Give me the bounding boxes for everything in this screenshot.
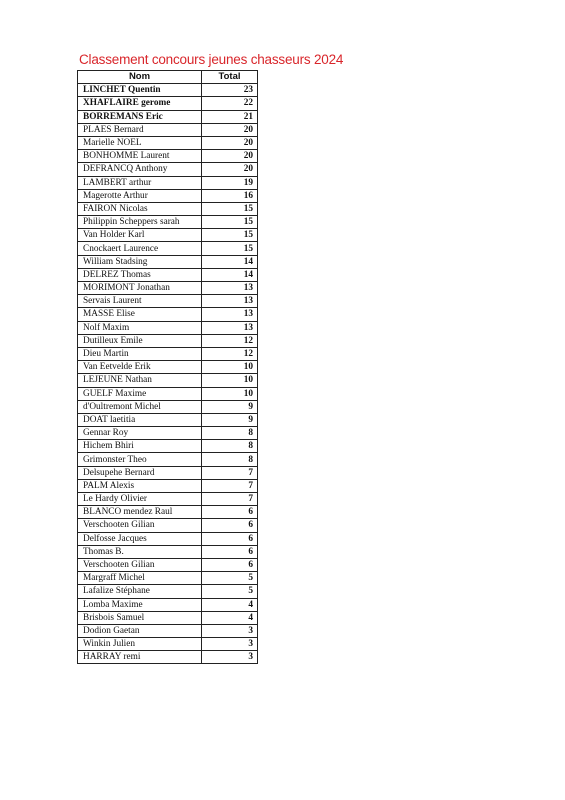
participant-name: DELREZ Thomas: [78, 268, 202, 281]
table-row: [78, 493, 258, 506]
participant-name: Cnockaert Laurence: [78, 242, 202, 255]
participant-name: Nolf Maxim: [78, 321, 202, 334]
table-row: [78, 321, 258, 334]
participant-name: Servais Laurent: [78, 295, 202, 308]
participant-total: 19: [202, 176, 258, 189]
participant-name: LEJEUNE Nathan: [78, 374, 202, 387]
participant-total: 20: [202, 150, 258, 163]
participant-total: 4: [202, 598, 258, 611]
participant-total: 20: [202, 123, 258, 136]
participant-total: 7: [202, 493, 258, 506]
participant-name: Lomba Maxime: [78, 598, 202, 611]
table-row: [78, 440, 258, 453]
table-row: [78, 136, 258, 149]
table-row: [78, 506, 258, 519]
participant-total: 20: [202, 136, 258, 149]
participant-total: 3: [202, 624, 258, 637]
table-row: [78, 295, 258, 308]
table-row: [78, 479, 258, 492]
participant-total: 21: [202, 110, 258, 123]
table-row: [78, 268, 258, 281]
table-row: [78, 387, 258, 400]
ranking-table: [77, 70, 258, 664]
participant-name: William Stadsing: [78, 255, 202, 268]
participant-name: Verschooten Gilian: [78, 558, 202, 571]
participant-total: 15: [202, 216, 258, 229]
participant-name: Le Hardy Olivier: [78, 493, 202, 506]
participant-name: Thomas B.: [78, 545, 202, 558]
participant-total: 4: [202, 611, 258, 624]
participant-name: Magerotte Arthur: [78, 189, 202, 202]
participant-name: LAMBERT arthur: [78, 176, 202, 189]
participant-name: BORREMANS Eric: [78, 110, 202, 123]
page-title: Classement concours jeunes chasseurs 2024: [79, 52, 344, 67]
participant-total: 12: [202, 334, 258, 347]
participant-total: 5: [202, 585, 258, 598]
table-row: [78, 229, 258, 242]
participant-total: 9: [202, 400, 258, 413]
table-row: [78, 347, 258, 360]
table-row: [78, 638, 258, 651]
participant-name: DOAT laetitia: [78, 413, 202, 426]
table-row: [78, 176, 258, 189]
participant-total: 14: [202, 255, 258, 268]
table-row: [78, 585, 258, 598]
participant-name: MASSE Elise: [78, 308, 202, 321]
participant-total: 22: [202, 97, 258, 110]
participant-total: 8: [202, 427, 258, 440]
participant-total: 13: [202, 295, 258, 308]
participant-name: Brisbois Samuel: [78, 611, 202, 624]
participant-name: Verschooten Gilian: [78, 519, 202, 532]
participant-total: 7: [202, 479, 258, 492]
participant-total: 5: [202, 572, 258, 585]
table-body: [78, 84, 258, 664]
table-row: [78, 150, 258, 163]
participant-total: 13: [202, 308, 258, 321]
participant-name: Van Eetvelde Erik: [78, 361, 202, 374]
table-row: [78, 651, 258, 664]
participant-total: 23: [202, 84, 258, 97]
table-row: [78, 519, 258, 532]
participant-name: Dieu Martin: [78, 347, 202, 360]
column-header-name: Nom: [78, 71, 202, 84]
table-row: [78, 163, 258, 176]
table-row: [78, 216, 258, 229]
participant-total: 6: [202, 519, 258, 532]
participant-name: BONHOMME Laurent: [78, 150, 202, 163]
table-row: [78, 110, 258, 123]
table-row: [78, 242, 258, 255]
table-row: [78, 123, 258, 136]
participant-name: d'Oultremont Michel: [78, 400, 202, 413]
participant-name: GUELF Maxime: [78, 387, 202, 400]
participant-total: 20: [202, 163, 258, 176]
participant-name: DEFRANCQ Anthony: [78, 163, 202, 176]
table-row: [78, 532, 258, 545]
participant-total: 15: [202, 242, 258, 255]
table-row: [78, 282, 258, 295]
participant-total: 6: [202, 558, 258, 571]
participant-name: FAIRON Nicolas: [78, 202, 202, 215]
participant-name: Delfosse Jacques: [78, 532, 202, 545]
participant-total: 13: [202, 321, 258, 334]
table-row: [78, 598, 258, 611]
participant-total: 6: [202, 506, 258, 519]
table-row: [78, 361, 258, 374]
participant-name: Grimonster Theo: [78, 453, 202, 466]
table-row: [78, 374, 258, 387]
table-row: [78, 255, 258, 268]
participant-name: Winkin Julien: [78, 638, 202, 651]
table-row: [78, 624, 258, 637]
participant-total: 3: [202, 651, 258, 664]
participant-name: HARRAY remi: [78, 651, 202, 664]
participant-name: Philippin Scheppers sarah: [78, 216, 202, 229]
participant-name: Marielle NOEL: [78, 136, 202, 149]
column-header-total: Total: [202, 71, 258, 84]
participant-name: Lafalize Stéphane: [78, 585, 202, 598]
participant-total: 9: [202, 413, 258, 426]
table-row: [78, 84, 258, 97]
table-row: [78, 334, 258, 347]
table-row: [78, 308, 258, 321]
participant-name: Delsupehe Bernard: [78, 466, 202, 479]
table-row: [78, 427, 258, 440]
participant-name: Dutilleux Emile: [78, 334, 202, 347]
table-row: [78, 189, 258, 202]
participant-total: 8: [202, 453, 258, 466]
participant-total: 8: [202, 440, 258, 453]
participant-total: 13: [202, 282, 258, 295]
table-row: [78, 611, 258, 624]
participant-total: 10: [202, 374, 258, 387]
participant-total: 12: [202, 347, 258, 360]
participant-name: XHAFLAIRE gerome: [78, 97, 202, 110]
table-row: [78, 400, 258, 413]
participant-total: 16: [202, 189, 258, 202]
participant-total: 6: [202, 532, 258, 545]
participant-total: 14: [202, 268, 258, 281]
participant-name: LINCHET Quentin: [78, 84, 202, 97]
table-row: [78, 466, 258, 479]
table-row: [78, 453, 258, 466]
participant-total: 15: [202, 202, 258, 215]
participant-name: PLAES Bernard: [78, 123, 202, 136]
table-row: [78, 202, 258, 215]
table-row: [78, 545, 258, 558]
participant-total: 10: [202, 361, 258, 374]
participant-total: 6: [202, 545, 258, 558]
participant-name: Van Holder Karl: [78, 229, 202, 242]
table-row: [78, 572, 258, 585]
participant-total: 7: [202, 466, 258, 479]
table-header-row: [78, 71, 258, 84]
participant-total: 15: [202, 229, 258, 242]
participant-name: PALM Alexis: [78, 479, 202, 492]
participant-total: 3: [202, 638, 258, 651]
participant-name: MORIMONT Jonathan: [78, 282, 202, 295]
table-row: [78, 97, 258, 110]
participant-name: BLANCO mendez Raul: [78, 506, 202, 519]
participant-total: 10: [202, 387, 258, 400]
participant-name: Dodion Gaetan: [78, 624, 202, 637]
participant-name: Hichem Bhiri: [78, 440, 202, 453]
table-row: [78, 558, 258, 571]
table-row: [78, 413, 258, 426]
participant-name: Margraff Michel: [78, 572, 202, 585]
participant-name: Gennar Roy: [78, 427, 202, 440]
